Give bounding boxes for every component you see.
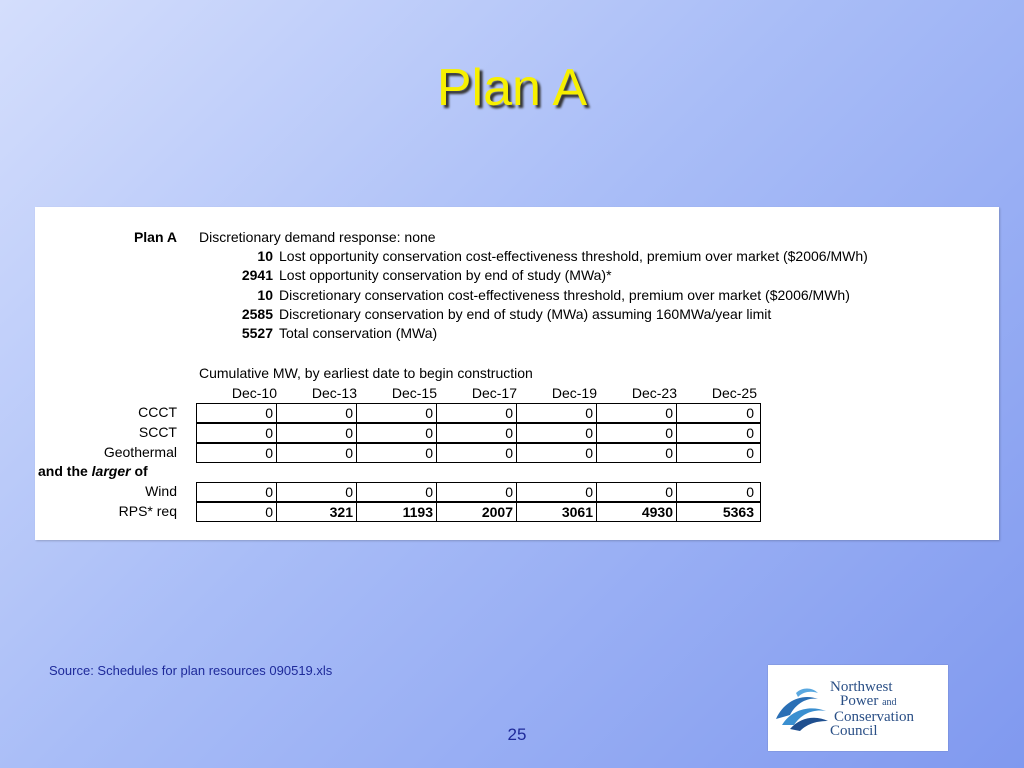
table-row-wind xyxy=(196,482,761,502)
table-cell: 1193 xyxy=(357,503,437,521)
date-header: Dec-10 xyxy=(231,385,277,401)
table-cell: 0 xyxy=(597,444,677,462)
table-cell: 3061 xyxy=(517,503,597,521)
and-the-text: and the xyxy=(38,463,88,479)
source-note: Source: Schedules for plan resources 090519.xls xyxy=(49,663,333,678)
logo-line: Council xyxy=(830,723,878,739)
param-description: Total conservation (MWa) xyxy=(279,325,438,341)
row-label-scct: SCCT xyxy=(138,424,177,440)
param-row xyxy=(35,248,999,265)
table-cell: 2007 xyxy=(437,503,517,521)
nwpcc-logo xyxy=(768,665,948,751)
larger-text: larger xyxy=(91,463,131,479)
table-row-geothermal xyxy=(196,443,761,463)
and-the-larger-of-label xyxy=(38,463,148,480)
table-cell: 0 xyxy=(357,444,437,462)
table-cell: 0 xyxy=(517,404,597,422)
logo-text xyxy=(830,680,914,738)
table-cell: 0 xyxy=(597,483,677,501)
table-cell: 0 xyxy=(357,404,437,422)
date-header: Dec-23 xyxy=(631,385,677,401)
table-cell: 5363 xyxy=(722,504,754,520)
table-cell: 321 xyxy=(277,503,357,521)
row-label-wind: Wind xyxy=(145,483,177,499)
row-label-ccct: CCCT xyxy=(138,404,177,420)
logo-word: Power xyxy=(840,693,879,709)
table-cell: 0 xyxy=(746,425,754,441)
table-cell: 0 xyxy=(597,404,677,422)
table-cell: 0 xyxy=(437,483,517,501)
table-cell: 0 xyxy=(437,444,517,462)
param-row xyxy=(35,306,999,323)
logo-word-small: and xyxy=(882,697,897,708)
param-value: 2941 xyxy=(241,267,273,283)
slide-title: Plan A xyxy=(436,59,588,117)
table-cell: 0 xyxy=(197,503,277,521)
table-row-rps xyxy=(196,502,761,522)
table-row-ccct xyxy=(196,403,761,423)
table-cell: 0 xyxy=(517,483,597,501)
date-header: Dec-13 xyxy=(311,385,357,401)
logo-line: Conservation xyxy=(834,709,914,725)
param-description: Lost opportunity conservation cost-effectiveness threshold, premium over market ($2006/MWh) xyxy=(279,248,868,264)
table-cell: 0 xyxy=(197,404,277,422)
param-value: 2585 xyxy=(241,306,273,322)
table-cell: 0 xyxy=(597,424,677,442)
table-cell: 0 xyxy=(746,405,754,421)
param-value: 10 xyxy=(257,287,273,303)
wave-logo-icon xyxy=(772,679,832,739)
demand-response-text: Discretionary demand response: none xyxy=(199,229,436,245)
table-cell: 0 xyxy=(277,404,357,422)
param-value: 10 xyxy=(257,248,273,264)
param-description: Discretionary conservation cost-effectiveness threshold, premium over market ($2006/MWh) xyxy=(279,287,850,303)
table-cell: 0 xyxy=(197,483,277,501)
table-cell: 0 xyxy=(277,424,357,442)
table-cell: 0 xyxy=(277,444,357,462)
param-row xyxy=(35,325,999,342)
table-cell: 0 xyxy=(746,445,754,461)
table-cell: 0 xyxy=(357,424,437,442)
row-label-rps: RPS* req xyxy=(118,503,177,519)
param-row xyxy=(35,287,999,304)
table-cell: 0 xyxy=(517,424,597,442)
table-cell: 0 xyxy=(197,424,277,442)
date-header: Dec-25 xyxy=(711,385,757,401)
date-header: Dec-17 xyxy=(471,385,517,401)
table-cell: 0 xyxy=(437,424,517,442)
table-cell: 0 xyxy=(357,483,437,501)
of-text: of xyxy=(134,463,148,479)
plan-table-panel xyxy=(35,207,999,540)
table-cell: 0 xyxy=(437,404,517,422)
table-cell: 4930 xyxy=(597,503,677,521)
param-description: Lost opportunity conservation by end of study (MWa)* xyxy=(279,267,612,283)
logo-line xyxy=(840,694,914,710)
table-cell: 0 xyxy=(746,484,754,500)
param-value: 5527 xyxy=(241,325,273,341)
param-row xyxy=(35,267,999,284)
date-header: Dec-19 xyxy=(551,385,597,401)
row-label-geothermal: Geothermal xyxy=(103,444,177,460)
page-number: 25 xyxy=(507,725,527,744)
table-cell: 0 xyxy=(277,483,357,501)
plan-label: Plan A xyxy=(133,229,177,245)
table-row-scct xyxy=(196,423,761,443)
date-header: Dec-15 xyxy=(391,385,437,401)
param-description: Discretionary conservation by end of study (MWa) assuming 160MWa/year limit xyxy=(279,306,772,322)
table-cell: 0 xyxy=(517,444,597,462)
logo-line: Northwest xyxy=(830,679,893,695)
table-cell: 0 xyxy=(197,444,277,462)
cumulative-caption: Cumulative MW, by earliest date to begin construction xyxy=(199,365,533,381)
